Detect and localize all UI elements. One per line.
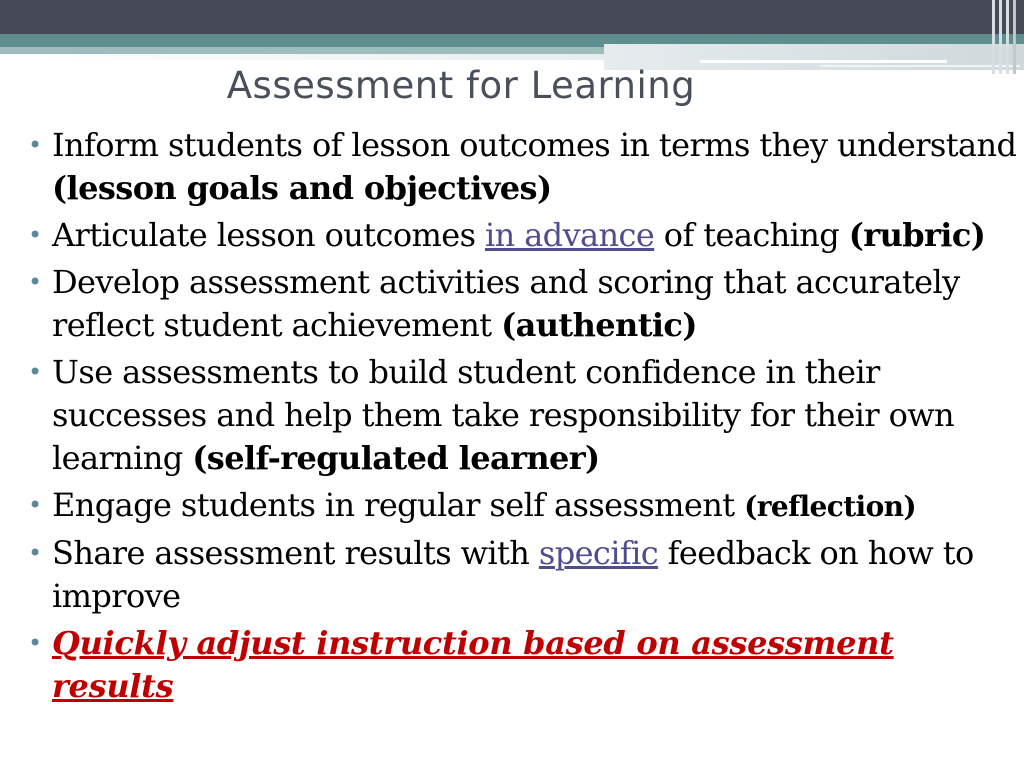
top-bar [0, 0, 1024, 34]
bullet-item [28, 261, 1024, 347]
bullet-item [28, 124, 1024, 210]
vertical-stripe [992, 0, 995, 74]
vertical-stripe [1006, 0, 1009, 74]
bullet-item [28, 532, 1024, 618]
bullet-emphasis: (lesson goals and objectives) [52, 169, 552, 207]
vertical-stripe [1013, 0, 1016, 74]
highlighted-bullet-text: Quickly adjust instruction based on assessment results [52, 624, 894, 705]
bullet-text: Develop assessment activities and scoring that accurately reflect student achievement [52, 263, 960, 344]
bullet-text: Share assessment results with [52, 534, 539, 572]
bullet-dot-icon: • [28, 131, 42, 159]
bullet-dot-icon: • [28, 629, 42, 657]
bullet-emphasis: (rubric) [848, 216, 986, 254]
bullet-text: Use assessments to build student confidence in their successes and help them take responsibility for their own learning [52, 353, 955, 477]
bullet-item-highlight [28, 622, 1024, 708]
bullet-list [28, 124, 1024, 712]
hyperlink-in-advance[interactable]: in advance [484, 216, 655, 254]
bullet-dot-icon: • [28, 268, 42, 296]
bullet-emphasis: (self-regulated learner) [192, 439, 600, 477]
bullet-dot-icon: • [28, 539, 42, 567]
bullet-text: Inform students of lesson outcomes in terms they understand [52, 126, 1017, 164]
bullet-dot-icon: • [28, 491, 42, 519]
bullet-emphasis: (reflection) [744, 490, 917, 523]
bullet-text: of teaching [654, 216, 849, 254]
bullet-item [28, 351, 1024, 480]
bullet-dot-icon: • [28, 358, 42, 386]
bullet-item [28, 484, 1024, 528]
bullet-dot-icon: • [28, 221, 42, 249]
hyperlink-specific[interactable]: specific [538, 534, 659, 572]
bullet-text: Articulate lesson outcomes [52, 216, 485, 254]
bullet-text: Engage students in regular self assessment [52, 486, 745, 524]
vertical-stripe [999, 0, 1002, 74]
bullet-text: feedback on how to improve [52, 534, 974, 615]
bullet-item [28, 214, 1024, 257]
slide-title: Assessment for Learning [226, 64, 696, 107]
bullet-emphasis: (authentic) [501, 306, 697, 344]
header-decoration-line [700, 60, 947, 63]
